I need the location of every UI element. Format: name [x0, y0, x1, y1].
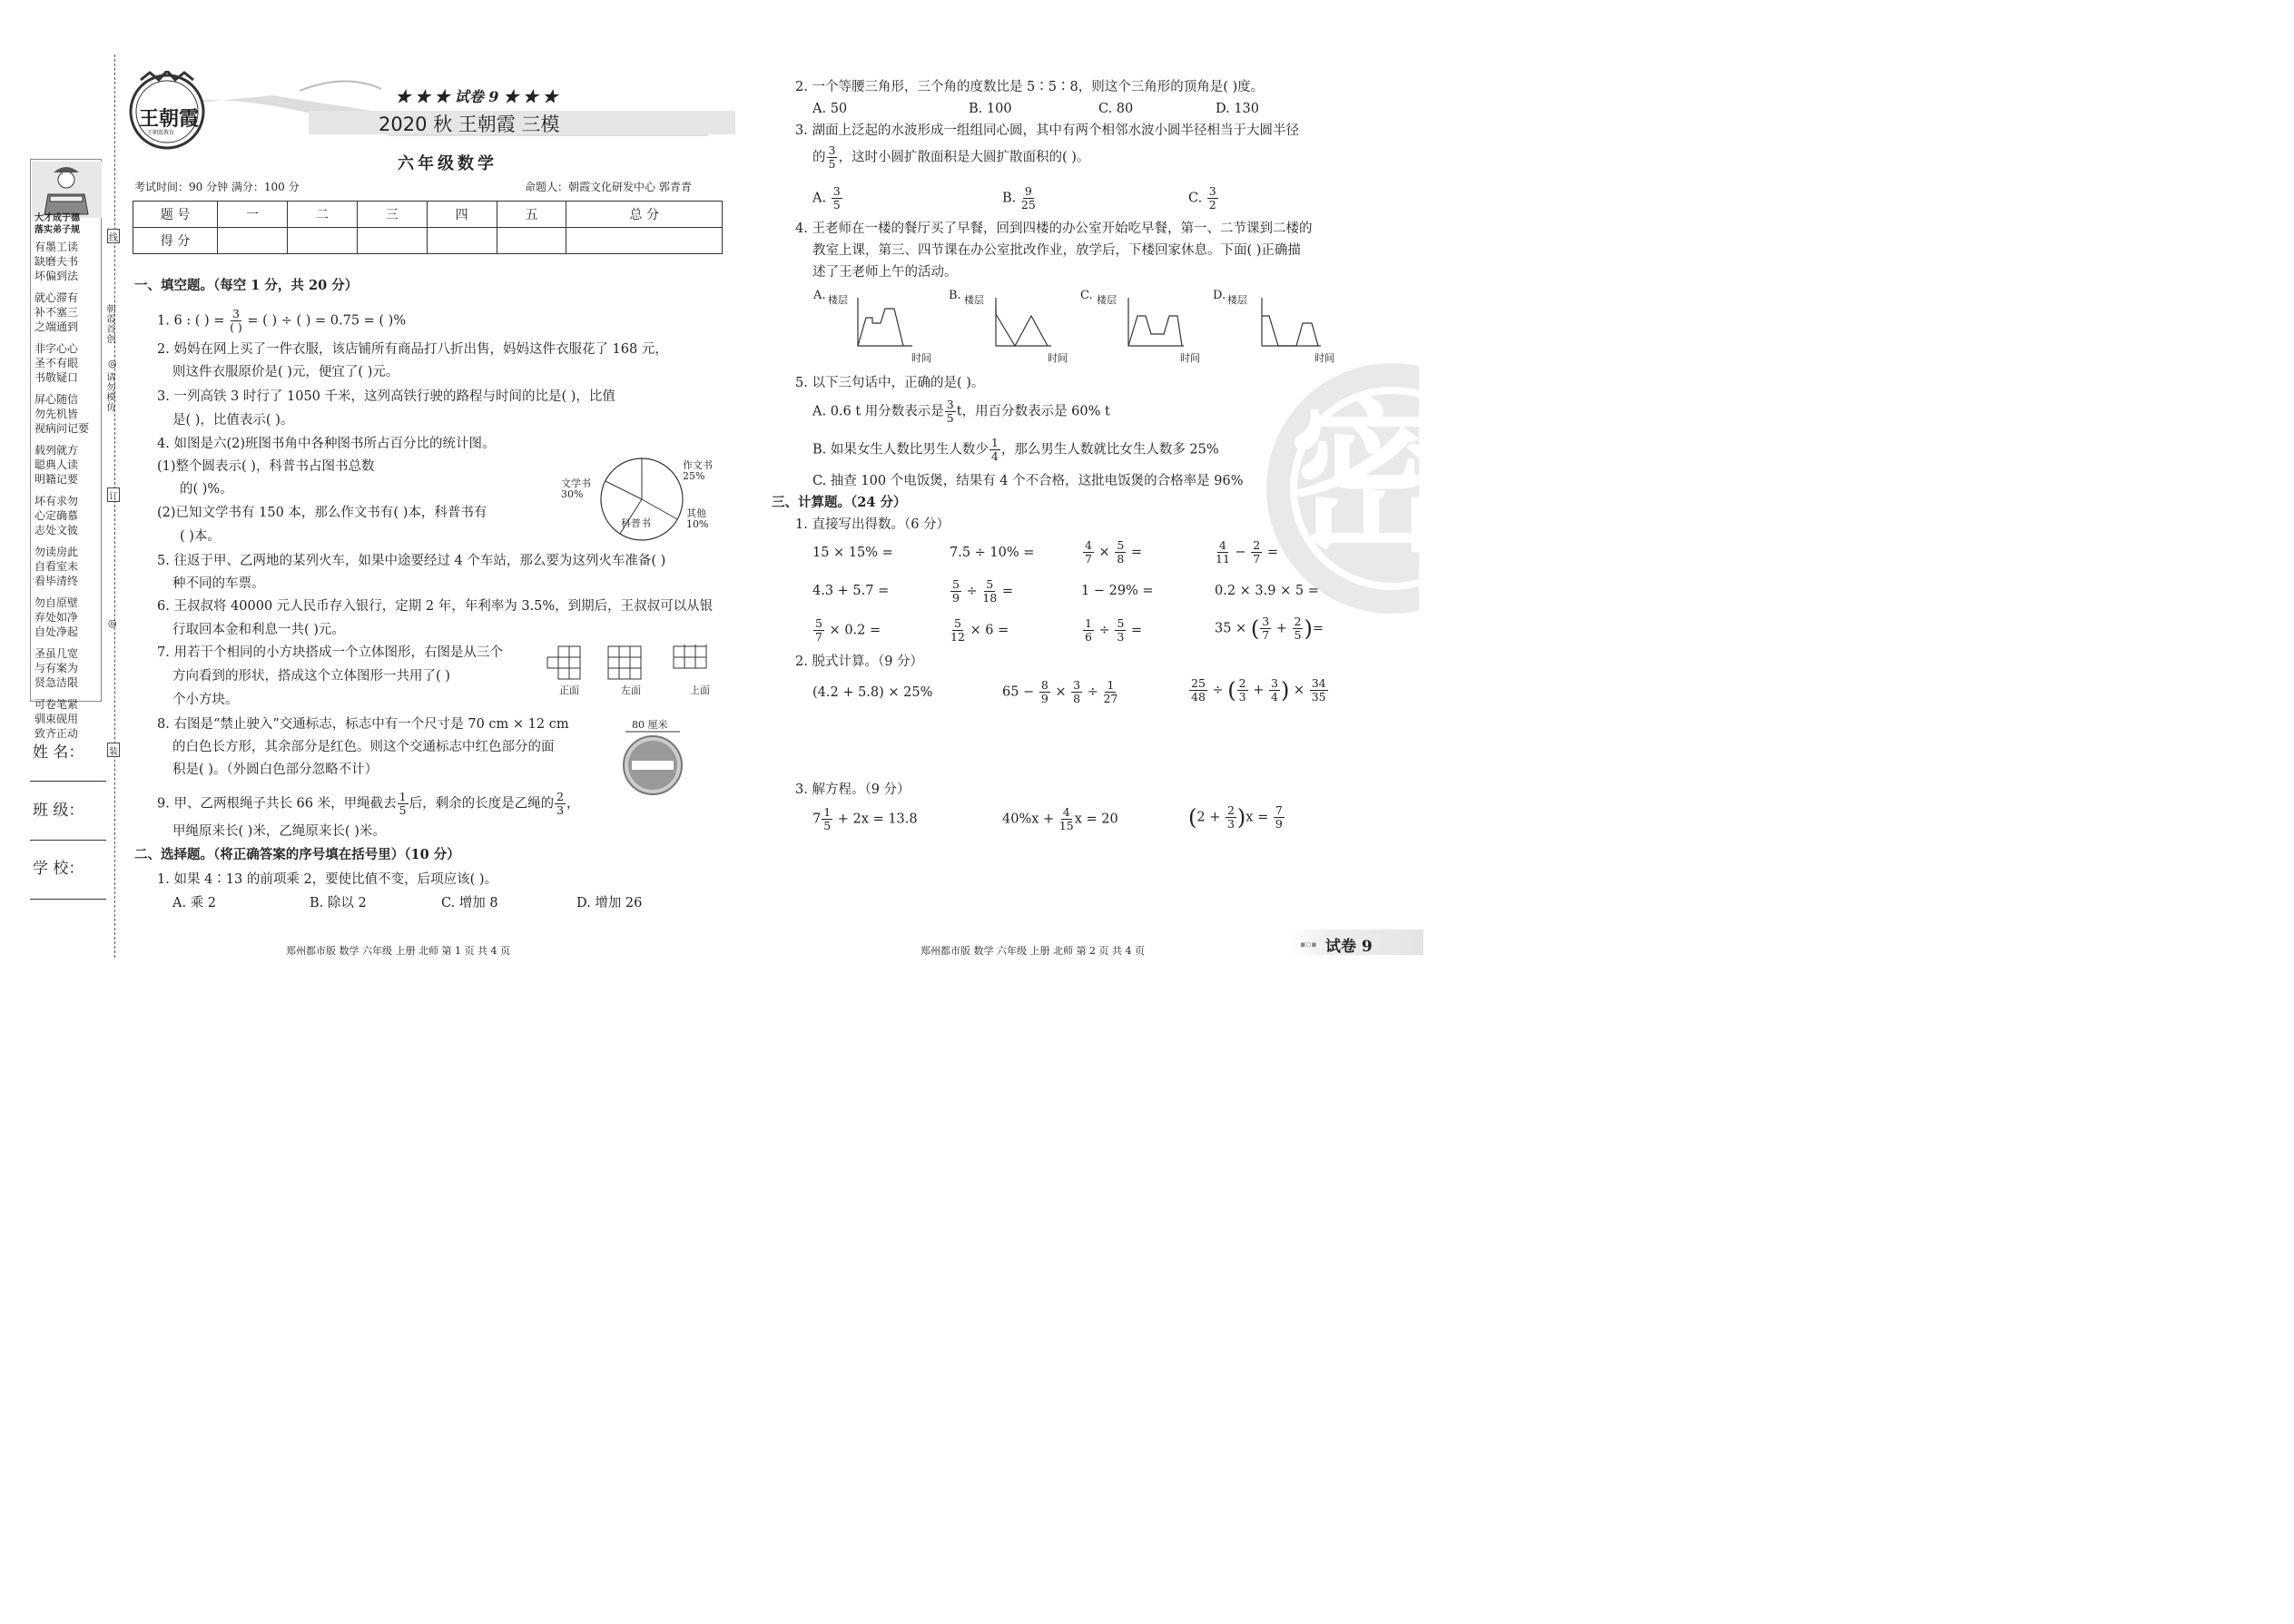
r-q4-line2: 教室上课，第三、四节课在办公室批改作业，放学后，下楼回家休息。下面( )正确描	[812, 243, 1301, 258]
frac-den: 25	[1020, 197, 1036, 212]
eq-3: (2 + $\frac{2}{3}$ )x = $\frac{7}{9}$	[1188, 803, 1283, 831]
opt-text: A. 0.6 t 用分数表示是	[812, 404, 944, 419]
frac-num: 9	[1024, 184, 1032, 198]
q9-text: 9. 甲、乙两根绳子共长 66 米，甲绳截去	[157, 796, 397, 812]
graph-b-xlabel: 时间	[1048, 352, 1068, 364]
school-field[interactable]	[30, 899, 106, 900]
q1	[157, 308, 406, 334]
frac-den: 5	[946, 410, 954, 425]
q1-suffix: = ( ) ÷ ( ) = 0.75 = ( )%	[247, 313, 407, 329]
poem-line: 有墨工读	[34, 241, 79, 253]
calc-2d: 0.2 × 3.9 × 5 =	[1215, 584, 1319, 598]
section2-title: 二、选择题。（将正确答案的序号填在括号里）（10 分）	[134, 847, 460, 862]
frac-num: 3	[828, 143, 836, 157]
q2-line1: 2. 妈妈在网上买了一件衣服，该店铺所有商品打八折出售，妈妈这件衣服花了 168 元，	[157, 342, 668, 357]
frac-den: ( )	[230, 320, 242, 334]
q7-line2: 方向看到的形状，搭成这个立体图形一共用了( )	[172, 669, 450, 684]
score-table	[133, 201, 723, 254]
calc-2b: $\frac{5}{9}$ ÷ $\frac{5}{18}$ =	[952, 577, 1013, 605]
school-field-label: 学 校：	[33, 860, 84, 878]
poem-line: 补不塞三	[34, 306, 79, 319]
poem-line: 坏有求勿	[34, 495, 79, 507]
q4-intro: 4. 如图是六(2)班图书角中各种图书所占百分比的统计图。	[157, 437, 496, 451]
poem-line: 弃处如净	[34, 611, 79, 624]
graph-b-ylabel: 楼层	[964, 294, 984, 306]
calc-3c: $\frac{1}{6}$ ÷ $\frac{5}{3}$ =	[1085, 616, 1143, 644]
punch-hole-icon: ◎	[108, 358, 117, 369]
poem-line: 缺磨夫书	[34, 255, 79, 268]
name-field[interactable]	[30, 781, 106, 782]
frac-den: 5	[828, 156, 836, 171]
q9-line2: 甲绳原来长( )米，乙绳原来长( )米。	[172, 824, 386, 839]
score-header: 总 分	[566, 202, 723, 228]
poem-line: 勿先机皆	[34, 408, 79, 420]
motto-bottom: 落实弟子规	[34, 225, 80, 235]
pie-value-composition: 25%	[683, 470, 705, 482]
paper-number: ★ ★ ★ 试卷 9 ★ ★ ★	[396, 88, 558, 105]
s2-q1-opt-d: D. 增加 26	[576, 896, 643, 910]
view-front: 正面	[559, 684, 579, 696]
r-q3-line1: 3. 湖面上泛起的水波形成一组组同心圆，其中有两个相邻水波小圆半径相当于大圆半径	[795, 123, 1299, 138]
calc-2c: 1 − 29% =	[1081, 584, 1154, 598]
calc2-title: 2. 脱式计算。（9 分）	[795, 655, 924, 669]
side-warn-1: 朝霞首创	[104, 304, 114, 344]
calc2-a: (4.2 + 5.8) × 25%	[812, 685, 933, 700]
opt-text: t，用百分数表示是 60% t	[956, 404, 1110, 419]
opt-letter: C.	[1188, 191, 1203, 206]
calc-3d: 35 × ( $\frac{3}{7}$ + $\frac{2}{5}$ )=	[1215, 615, 1324, 642]
calc-1b: 7.5 ÷ 10% =	[950, 546, 1035, 560]
poem-line: 自看室未	[34, 560, 79, 573]
graph-a-line	[858, 309, 903, 346]
graph-d-line	[1262, 316, 1318, 346]
r-q3-opt-a	[812, 185, 843, 212]
q3-line1: 3. 一列高铁 3 时行了 1050 千米，这列高铁行驶的路程与时间的比是( )，比值	[157, 389, 615, 404]
eq-2: 40%x + $\frac{4}{15}$ x = 20	[1002, 805, 1118, 832]
opt-frac	[1021, 185, 1036, 212]
exam-title: 2020 秋 王朝霞 三模	[379, 113, 560, 135]
r-q2-opt-b: B. 100	[969, 102, 1012, 116]
brand-name: 王朝霞	[139, 107, 200, 131]
graph-d-label: D.	[1213, 289, 1226, 302]
poem-line: 心定确慕	[34, 509, 79, 522]
q8-line3: 积是( )。（外圆白色部分忽略不计）	[172, 763, 379, 777]
opt-frac	[989, 437, 1000, 463]
r-q5-opt-a	[812, 399, 1110, 425]
q1-fraction	[230, 308, 242, 334]
poem-block	[34, 240, 98, 741]
graph-c-ylabel: 楼层	[1097, 294, 1117, 306]
name-field-label: 姓 名：	[33, 743, 84, 762]
r-q2: 2. 一个等腰三角形，三个角的度数比是 5∶5∶8，则这个三角形的顶角是( )度。	[795, 80, 1265, 94]
q8-line1: 8. 右图是“禁止驶入”交通标志，标志中有一个尺寸是 70 cm × 12 cm	[157, 717, 569, 732]
q9-text: ，	[566, 796, 580, 812]
score-cell[interactable]	[427, 228, 497, 254]
poem-line: 与有案为	[34, 662, 79, 674]
score-cell[interactable]	[218, 228, 288, 254]
s2-q1: 1. 如果 4∶13 的前项乘 2，要使比值不变，后项应该( )。	[157, 872, 498, 887]
calc-1d: $\frac{4}{11}$ − $\frac{2}{7}$ =	[1216, 538, 1278, 566]
r-q3-text: ，这时小圆扩散面积是大圆扩散面积的( )。	[838, 150, 1090, 165]
frac-num: 3	[231, 307, 240, 320]
r-q3-opt-b	[1002, 185, 1037, 212]
poem-line: 勿自原壁	[34, 596, 79, 609]
poem-line: 致齐正动	[34, 727, 79, 740]
stamp-text: 密	[1289, 383, 1453, 575]
section1-title: 一、填空题。（每空 1 分，共 20 分）	[134, 278, 359, 293]
q7-line1: 7. 用若干个相同的小方块搭成一个立体图形，右图是从三个	[157, 645, 503, 660]
q9-line1	[157, 791, 580, 817]
poem-line: 之端通到	[34, 320, 79, 333]
calc-1c: $\frac{4}{7}$ × $\frac{5}{8}$ =	[1085, 538, 1143, 566]
opt-text: B. 如果女生人数比男生人数少	[812, 442, 989, 458]
s2-q1-opt-a: A. 乘 2	[172, 896, 217, 910]
graph-b-label: B.	[949, 289, 961, 302]
score-header: 一	[218, 202, 288, 228]
exam-info: 考试时间：90 分钟 满分：100 分	[134, 181, 300, 193]
pie-label-composition: 作文书	[683, 459, 713, 471]
class-field-label: 班 级：	[33, 802, 84, 820]
view-top: 上面	[690, 684, 710, 696]
motto-panel	[30, 159, 102, 740]
eq-text: x = 20	[1074, 812, 1118, 827]
frac-num: 2	[556, 790, 565, 803]
r-q5-opt-b	[812, 437, 1219, 463]
cut-label-order: 订	[107, 487, 120, 502]
s2-q1-opt-b: B. 除以 2	[310, 896, 367, 910]
graph-a-label: A.	[813, 289, 826, 302]
view-left: 左面	[621, 684, 641, 696]
calc2-c: $\frac{25}{48}$ ÷ ( $\frac{2}{3}$ + $\frac{3}{4}$ ) × $\frac{34}{35}$	[1191, 676, 1326, 704]
frac-num: 3	[946, 398, 954, 411]
graph-c-label: C.	[1080, 289, 1093, 302]
q6-line2: 行取回本金和利息一共( )元。	[172, 623, 345, 637]
q9-frac-1	[398, 791, 409, 817]
r-q3-line2	[812, 144, 1089, 171]
q2-line2: 则这件衣服原价是( )元，便宜了( )元。	[172, 365, 399, 379]
section3-title: 三、计算题。（24 分）	[772, 495, 907, 510]
calc-3b: $\frac{5}{12}$ × 6 =	[950, 616, 1009, 644]
poem-line: 驯束砚用	[34, 713, 79, 725]
frac-num: 1	[399, 790, 407, 803]
r-q3-text: 的	[812, 150, 826, 165]
pie-label-literature: 文学书	[561, 477, 591, 489]
calc2-b: 65 − $\frac{8}{9}$ × $\frac{3}{8}$ ÷ $\frac{1}{27}$	[1002, 678, 1118, 705]
r-q3-opt-c	[1188, 185, 1219, 212]
opt-text: ，那么男生人数就比女生人数多 25%	[1000, 442, 1219, 458]
floor-graphs	[853, 298, 1353, 350]
q9-frac-2	[555, 791, 566, 817]
corner-paper-number: 试卷 9	[1325, 938, 1373, 956]
pie-label-other: 其他	[686, 507, 706, 519]
poem-line: 勿读房此	[34, 546, 79, 558]
r-q3-frac	[827, 144, 838, 171]
score-header: 三	[357, 202, 427, 228]
pie-value-other: 10%	[686, 518, 709, 530]
graph-c-axis	[1128, 298, 1184, 346]
r-q5: 5. 以下三句话中，正确的是( )。	[795, 376, 985, 390]
r-q2-opt-c: C. 80	[1098, 102, 1134, 116]
poem-line: 聪典人读	[34, 458, 79, 471]
poem-line: 视病问记要	[34, 422, 90, 435]
poem-line: 就心滞有	[34, 291, 79, 304]
poem-line: 屏心随信	[34, 393, 79, 406]
score-header: 四	[427, 202, 497, 228]
frac-den: 5	[832, 197, 841, 212]
poem-line: 看毕清终	[34, 575, 79, 587]
poem-line: 圣不有眼	[34, 357, 79, 369]
graph-d-xlabel: 时间	[1314, 352, 1334, 364]
cut-label-bind: 装	[107, 743, 120, 757]
q4-1-line1: (1)整个圆表示( )，科普书占图书总数	[157, 459, 375, 474]
frac-den: 2	[1208, 197, 1216, 212]
q7-line3: 个小方块。	[172, 693, 239, 707]
poem-line: 可卷笔紧	[34, 698, 79, 711]
punch-hole-icon: ◎	[108, 617, 117, 629]
score-header: 五	[497, 202, 566, 228]
opt-frac	[945, 399, 956, 425]
calc1-title: 1. 直接写出得数。（6 分）	[795, 517, 950, 532]
corner-dots-icon: ▪▫▪	[1300, 940, 1317, 950]
graph-a-xlabel: 时间	[911, 352, 931, 364]
frac-num: 1	[990, 436, 999, 449]
graph-a-ylabel: 楼层	[828, 294, 848, 306]
left-footer: 郑州都市版 数学 六年级 上册 北师 第 1 页 共 4 页	[286, 945, 510, 957]
poem-line: 非字心心	[34, 342, 79, 355]
r-q5-opt-c: C. 抽查 100 个电饭煲，结果有 4 个不合格，这批电饭煲的合格率是 96%	[812, 474, 1244, 488]
opt-frac	[832, 185, 842, 212]
eq-text: 40%x +	[1002, 812, 1055, 827]
graph-b-axis	[996, 298, 1051, 346]
q9-text: 后，剩余的长度是乙绳的	[409, 796, 555, 812]
r-q2-opt-d: D. 130	[1216, 102, 1260, 116]
poem-line: 贤急洁限	[34, 676, 79, 689]
frac-den: 5	[399, 802, 407, 817]
q1-prefix: 1. 6 : ( ) =	[157, 313, 225, 329]
poem-line: 自处净起	[34, 625, 79, 638]
q5-line2: 种不同的车票。	[172, 576, 265, 591]
subject-title: 六年级数学	[398, 154, 497, 173]
q4-2-line1: (2)已知文学书有 150 本，那么作文书有( )本，科普书有	[157, 506, 487, 520]
opt-frac	[1207, 185, 1218, 212]
graph-c-line	[1128, 316, 1182, 346]
r-q4-line3: 述了王老师上午的活动。	[812, 265, 958, 280]
graph-c-xlabel: 时间	[1180, 352, 1200, 364]
frac-num: 3	[832, 184, 841, 198]
r-q2-opt-a: A. 50	[812, 102, 848, 116]
score-header: 题 号	[133, 202, 218, 228]
graph-d-ylabel: 楼层	[1227, 294, 1247, 306]
poem-line: 书敬疑口	[34, 371, 79, 384]
cut-label-line: 线	[107, 229, 120, 243]
motto-top: 大才成于德	[34, 213, 80, 223]
score-cell[interactable]	[566, 228, 723, 254]
q4-1-line2: 的( )%。	[180, 482, 233, 497]
q4-2-line2: ( )本。	[180, 529, 221, 544]
frac-den: 4	[990, 448, 999, 463]
frac-num: 3	[1208, 184, 1216, 198]
poem-line: 志处文彼	[34, 524, 79, 536]
s2-q1-opt-c: C. 增加 8	[441, 896, 498, 910]
poem-line: 坏偏到法	[34, 270, 79, 282]
exam-author: 命题人：朝霞文化研发中心 郭青青	[525, 181, 692, 193]
graph-b-line	[996, 307, 1048, 346]
side-warn-2: 请勿模仿	[104, 372, 114, 412]
pie-label-science: 科普书	[621, 517, 651, 529]
score-label: 得 分	[133, 228, 218, 254]
eq-text: + 2x = 13.8	[837, 812, 918, 827]
cut-line	[114, 54, 115, 958]
calc3-title: 3. 解方程。（9 分）	[795, 782, 911, 797]
calc-2a: 4.3 + 5.7 =	[812, 584, 890, 598]
score-header: 二	[287, 202, 357, 228]
score-cell[interactable]	[497, 228, 566, 254]
brand-subtitle: 王朝霞教育	[147, 130, 175, 136]
opt-letter: A.	[812, 191, 827, 206]
q5-line1: 5. 往返于甲、乙两地的某列火车，如果中途要经过 4 个车站，那么要为这列火车准备( )	[157, 554, 666, 568]
no-entry-sign-icon	[621, 729, 684, 796]
r-q4-line1: 4. 王老师在一楼的餐厅买了早餐，回到四楼的办公室开始吃早餐，第一、二节课到二楼的	[795, 221, 1313, 236]
calc-1a: 15 × 15% =	[812, 546, 893, 560]
poem-line: 明籍记要	[34, 473, 79, 486]
graph-a-axis	[858, 298, 912, 346]
poem-line: 载列就方	[34, 444, 79, 457]
pie-value-literature: 30%	[561, 488, 584, 500]
sign-size-label: 80 厘米	[632, 719, 668, 731]
q8-line2: 的白色长方形，其余部分是红色。则这个交通标志中红色部分的面	[172, 740, 555, 754]
q3-line2: 是( )，比值表示( )。	[172, 413, 294, 428]
eq-1: 7 $\frac{1}{5}$ + 2x = 13.8	[812, 805, 918, 832]
score-cell[interactable]	[287, 228, 357, 254]
score-cell[interactable]	[357, 228, 427, 254]
right-footer: 郑州都市版 数学 六年级 上册 北师 第 2 页 共 4 页	[921, 945, 1145, 957]
class-field[interactable]	[30, 840, 106, 841]
frac-den: 3	[556, 802, 565, 817]
opt-letter: B.	[1002, 191, 1017, 206]
poem-line: 圣虽几宽	[34, 647, 79, 660]
q6-line1: 6. 王叔叔将 40000 元人民币存入银行，定期 2 年，年利率为 3.5%，到期后，王叔叔可以从银	[157, 599, 714, 614]
calc-3a: $\frac{5}{7}$ × 0.2 =	[815, 616, 881, 644]
